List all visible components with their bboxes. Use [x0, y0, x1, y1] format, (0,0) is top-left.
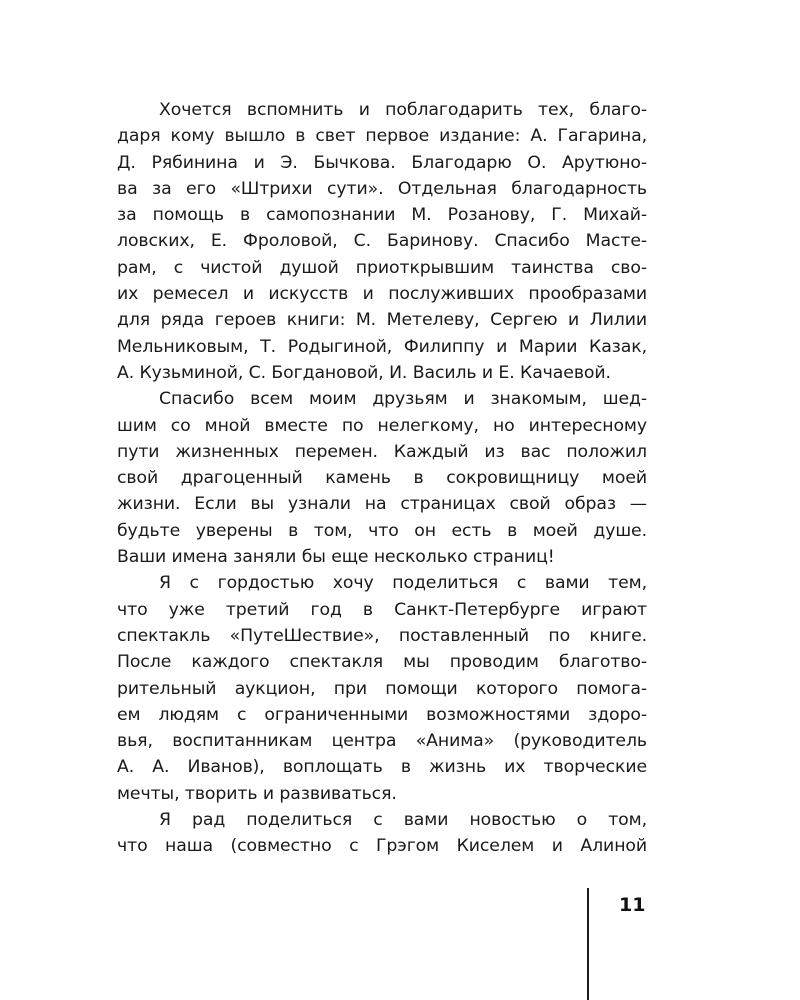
text-line: пути жизненных перемен. Каждый из вас положил — [117, 441, 647, 462]
text-line: Хочется вспомнить и поблагодарить тех, благо- — [159, 100, 647, 120]
text-line: ловских, Е. Фроловой, С. Баринову. Спасибо Масте- — [117, 231, 647, 252]
text-line: ва за его «Штрихи сути». Отдельная благодарность — [117, 178, 647, 199]
text-line: Д. Рябинина и Э. Бычкова. Благодарю О. Арутюно- — [117, 152, 647, 173]
text-line: шим со мной вместе по нелегкому, но интересному — [117, 415, 647, 436]
text-line: что уже третий год в Санкт-Петербурге играют — [117, 599, 647, 620]
text-line: жизни. Если вы узнали на страницах свой образ — — [117, 494, 647, 515]
text-line: что наша (совместно с Грэгом Киселем и Алиной — [117, 836, 647, 857]
text-line: Я рад поделиться с вами новостью о том, — [159, 810, 647, 831]
text-line: за помощь в самопознании М. Розанову, Г. Михай- — [117, 205, 647, 226]
text-line: спектакль «ПутеШествие», поставленный по книге. — [117, 625, 647, 646]
text-line: будьте уверены в том, что он есть в моей душе. — [117, 520, 647, 541]
text-line: ем людям с ограниченными возможностями здоро- — [117, 704, 647, 725]
text-line: их ремесел и искусств и послуживших прообразами — [117, 284, 647, 305]
text-line: А. Кузьминой, С. Богдановой, И. Василь и Е. Качаевой. — [117, 362, 611, 383]
page-number-divider — [587, 888, 589, 1000]
text-line: А. А. Иванов), воплощать в жизнь их творческие — [117, 757, 647, 778]
text-line: Мельниковым, Т. Родыгиной, Филиппу и Марии Казак, — [117, 336, 647, 357]
text-line: вья, воспитанникам центра «Анима» (руководитель — [117, 731, 647, 752]
body-text — [117, 97, 647, 860]
text-line: Я с гордостью хочу поделиться с вами тем, — [159, 573, 647, 594]
text-line: даря кому вышло в свет первое издание: А. Гагарина, — [117, 126, 647, 147]
text-line: для ряда героев книги: М. Метелеву, Сергею и Лилии — [117, 310, 647, 331]
text-line: Спасибо всем моим друзьям и знакомым, шед- — [159, 389, 647, 410]
page-number: 11 — [619, 894, 646, 916]
text-line: свой драгоценный камень в сокровищницу моей — [117, 468, 647, 489]
text-line: Ваши имена заняли бы еще несколько страниц! — [117, 547, 555, 568]
text-line: мечты, творить и развиваться. — [117, 783, 397, 804]
text-line: После каждого спектакля мы проводим благотво- — [117, 652, 647, 673]
text-line: рам, с чистой душой приоткрывшим таинства сво- — [117, 257, 647, 278]
text-line: рительный аукцион, при помощи которого помога- — [117, 678, 647, 699]
